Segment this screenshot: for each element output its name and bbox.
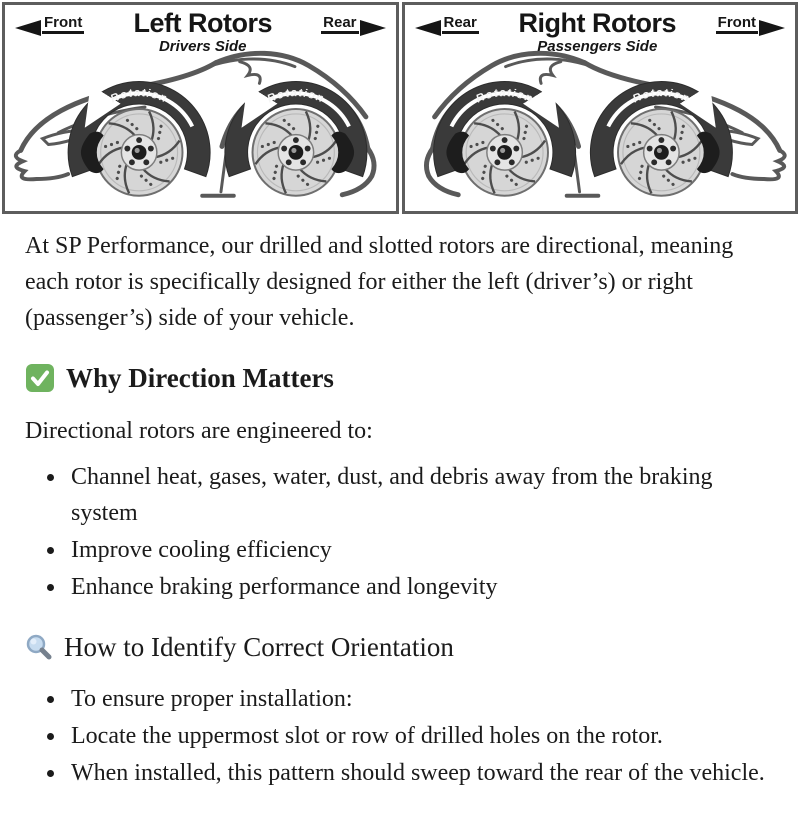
list-item: • Improve cooling efficiency — [67, 532, 774, 568]
list-item: • Channel heat, gases, water, dust, and debris away from the braking system — [67, 459, 774, 531]
list-item: • When installed, this pattern should sweep toward the rear of the vehicle. — [67, 755, 774, 791]
rear-wheel-rotor — [433, 81, 575, 195]
direction-label: Rear — [442, 14, 479, 34]
right-arrow-icon — [360, 20, 386, 36]
left-rotors-panel — [2, 2, 399, 214]
right-arrow-icon — [759, 20, 785, 36]
article-body — [0, 214, 800, 829]
direction-label: Front — [42, 14, 84, 34]
right-rotors-panel — [402, 2, 799, 214]
magnifying-glass-icon — [25, 633, 53, 661]
rear-direction — [321, 14, 385, 34]
section-title: How to Identify Correct Orientation — [64, 631, 454, 662]
rear-wheel-rotor — [225, 81, 367, 195]
panel-title-block — [133, 10, 272, 54]
rotation-label: Rotation — [630, 87, 692, 106]
left-panel-header — [15, 10, 386, 54]
list-item: • Enhance braking performance and longevity — [67, 569, 774, 605]
check-mark-icon — [25, 363, 55, 393]
installation-list — [25, 681, 774, 791]
rotation-label: Rotation — [473, 87, 535, 106]
panel-subtitle: Passengers Side — [537, 38, 658, 55]
rotation-label: Rotation — [108, 87, 170, 106]
front-direction — [716, 14, 785, 34]
intro-paragraph: At SP Performance, our drilled and slotted rotors are directional, meaning each rotor is specifically designed for either the left (driver’s) or right (passenger’s) side of your vehicle. — [25, 233, 734, 331]
direction-label: Rear — [321, 14, 358, 34]
benefits-list — [25, 459, 774, 605]
rotor-direction-diagram — [0, 0, 800, 214]
left-arrow-icon — [415, 20, 441, 36]
left-arrow-icon — [15, 20, 41, 36]
panel-title: Right Rotors — [518, 8, 676, 38]
list-item: • To ensure proper installation: — [67, 681, 774, 717]
right-panel-header — [415, 10, 786, 54]
rear-direction — [415, 14, 479, 34]
front-direction — [15, 14, 84, 34]
direction-label: Front — [716, 14, 758, 34]
panel-subtitle: Drivers Side — [158, 38, 247, 55]
rotation-label: Rotation — [265, 87, 327, 106]
why-direction-matters-heading — [25, 358, 774, 399]
section-title: Why Direction Matters — [66, 363, 334, 393]
identify-orientation-heading — [25, 627, 774, 668]
list-item: • Locate the uppermost slot or row of drilled holes on the rotor. — [67, 718, 774, 754]
lead-paragraph: Directional rotors are engineered to: — [25, 417, 373, 444]
panel-title-block — [519, 10, 676, 54]
panel-title: Left Rotors — [133, 8, 272, 38]
